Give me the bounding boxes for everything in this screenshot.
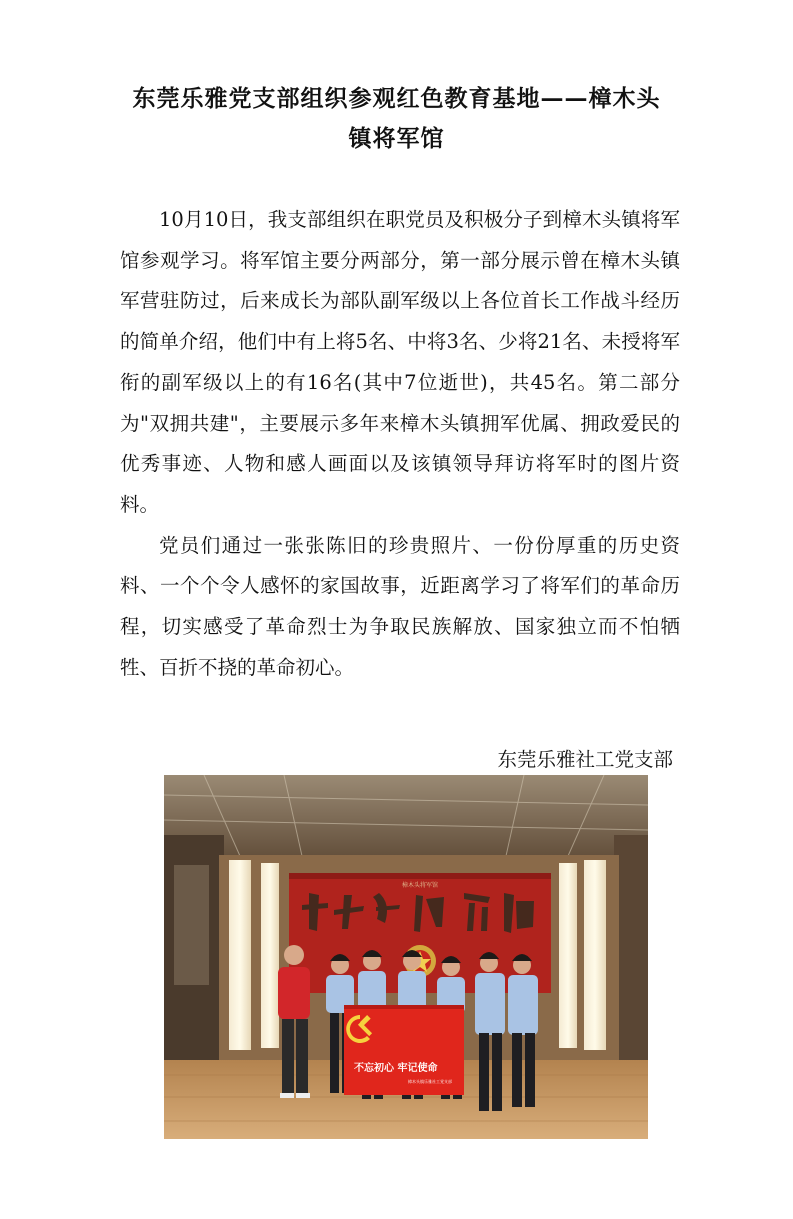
ceiling [164,775,648,865]
flag-subtext: 樟木头镇乐雅社工党支部 [408,1079,452,1084]
paragraph-1: 10月10日，我支部组织在职党员及积极分子到樟木头镇将军馆参观学习。将军馆主要分两部分，第一部分展示曾在樟木头镇军营驻防过，后来成长为部队副军级以上各位首长工作战斗经历的简单介绍，他们中有上将5名、中将3名、少将21名、未授将军衔的副军级以上的有16名(其中7位逝世)，共45名。第二部分为"双拥共建"，主要展示多年来樟木头镇拥军优属、拥政爱民的优秀事迹、人物和感人画面以及该镇领导拜访将军时的图片资料。 [120,208,680,516]
article-body [120,200,680,688]
article-title-line2: 镇将军馆 [348,125,445,152]
pillar [559,863,577,1048]
right-wall [614,835,648,1075]
group-photo [164,775,648,1139]
article-title-line1: 东莞乐雅党支部组织参观红色教育基地——樟木头 [132,85,661,112]
pillar [584,860,606,1050]
person [278,945,310,1098]
signature: 东莞乐雅社工党支部 [497,748,673,771]
wall-calligraphy-text: 樟木头将军馆 [401,882,439,889]
pillar [261,863,279,1048]
paragraph-2: 党员们通过一张张陈旧的珍贵照片、一份份厚重的历史资料、一个个令人感怀的家国故事，近距离学习了将军们的革命历程，切实感受了革命烈士为争取民族解放、国家独立而不怕牺牲、百折不挠的革命初心。 [120,533,680,679]
pillar [229,860,251,1050]
party-flag [344,1005,464,1095]
flag-slogan: 不忘初心 牢记使命 [354,1063,438,1074]
